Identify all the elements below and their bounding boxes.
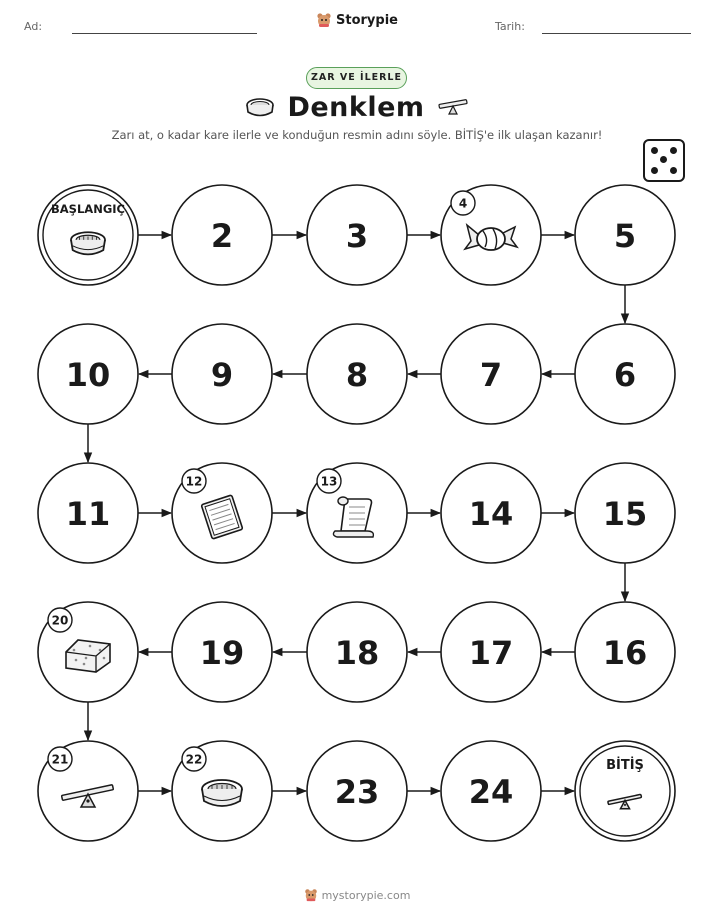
- cell-number: 22: [185, 752, 203, 767]
- board-cell[interactable]: [38, 741, 138, 841]
- cell-number: 14: [468, 495, 514, 533]
- page-title: Denklem: [287, 92, 425, 123]
- board-cell[interactable]: [172, 324, 272, 424]
- bear-icon: [304, 888, 318, 902]
- finish-label: BİTİŞ: [606, 758, 644, 773]
- finish-cell[interactable]: [575, 741, 675, 841]
- name-label: Ad:: [24, 20, 43, 33]
- footer: [0, 888, 714, 902]
- sponge-icon: [66, 640, 110, 672]
- board-cell[interactable]: [441, 602, 541, 702]
- cell-number: 23: [334, 773, 380, 811]
- board-cell[interactable]: [441, 741, 541, 841]
- cell-number: 15: [602, 495, 648, 533]
- cell-number: 3: [345, 217, 369, 255]
- cell-number: 24: [468, 773, 514, 811]
- board-cell[interactable]: [575, 185, 675, 285]
- start-cell[interactable]: [38, 185, 138, 285]
- board-cell[interactable]: [172, 602, 272, 702]
- cell-number: 16: [602, 634, 648, 672]
- date-label: Tarih:: [495, 20, 525, 33]
- board-cell[interactable]: [307, 602, 407, 702]
- cell-number: 11: [65, 495, 111, 533]
- cell-number: 17: [468, 634, 514, 672]
- pan-icon: [71, 232, 105, 254]
- board-cell[interactable]: [307, 463, 407, 563]
- game-type-badge: ZAR VE İLERLE: [306, 67, 407, 89]
- board-cell[interactable]: [38, 602, 138, 702]
- board-cell[interactable]: [172, 741, 272, 841]
- cell-number: 9: [210, 356, 234, 394]
- cell-number: 6: [613, 356, 637, 394]
- cell-number: 12: [185, 474, 203, 489]
- brand-name: Storypie: [336, 12, 398, 28]
- instructions: Zarı at, o kadar kare ilerle ve konduğun resmin adını söyle. BİTİŞ'e ilk ulaşan kazanır!: [111, 128, 603, 142]
- footer-url: mystorypie.com: [321, 888, 411, 902]
- cell-number: 4: [458, 196, 468, 211]
- board-cell[interactable]: [441, 324, 541, 424]
- board-cell[interactable]: [38, 324, 138, 424]
- cell-number: 18: [334, 634, 380, 672]
- board-cell[interactable]: [172, 463, 272, 563]
- board-cell[interactable]: [575, 324, 675, 424]
- cell-number: 13: [320, 474, 338, 489]
- start-label: BAŞLANGIÇ: [51, 202, 125, 216]
- cell-number: 10: [65, 356, 111, 394]
- board-cell[interactable]: [307, 324, 407, 424]
- cell-number: 20: [51, 613, 69, 628]
- board-cell[interactable]: [441, 185, 541, 285]
- board-cell[interactable]: [575, 463, 675, 563]
- board-cell[interactable]: [441, 463, 541, 563]
- cell-number: 5: [613, 217, 637, 255]
- board-cell[interactable]: [307, 741, 407, 841]
- board-cell[interactable]: [172, 185, 272, 285]
- cell-number: 19: [199, 634, 245, 672]
- board-cell[interactable]: [38, 463, 138, 563]
- cell-number: 2: [210, 217, 234, 255]
- cell-number: 8: [345, 356, 369, 394]
- board-cell[interactable]: [575, 602, 675, 702]
- pan-icon: [202, 780, 242, 806]
- cell-number: 21: [51, 752, 69, 767]
- cell-number: 7: [479, 356, 503, 394]
- board-cell[interactable]: [307, 185, 407, 285]
